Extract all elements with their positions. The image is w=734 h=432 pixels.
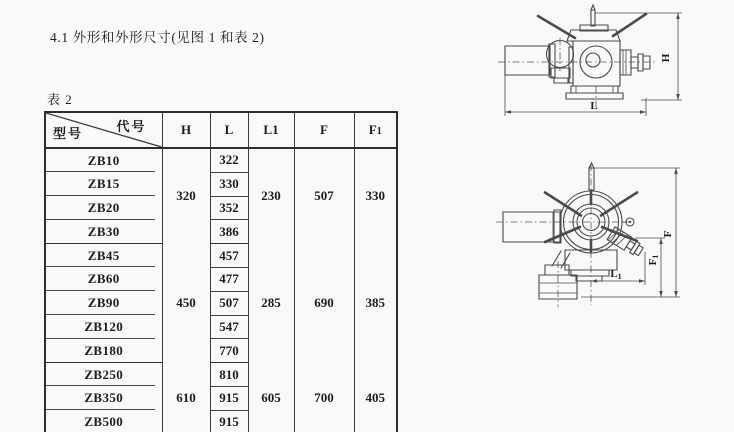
plan-view-drawing xyxy=(496,163,680,307)
table-row xyxy=(45,148,397,172)
dim-label-h: H xyxy=(660,53,672,63)
table-caption: 表 2 xyxy=(47,92,73,107)
stem xyxy=(591,5,595,26)
value-F-cell: 507 xyxy=(294,148,354,244)
value-F-cell: 690 xyxy=(294,244,354,363)
value-F1-cell: 385 xyxy=(354,244,397,363)
value-L-cell: 477 xyxy=(210,267,248,291)
model-name-cell: ZB10 xyxy=(45,148,162,172)
col-header-F: F xyxy=(294,112,354,148)
dimension-F1 xyxy=(635,238,665,297)
model-name-cell: ZB20 xyxy=(45,196,162,220)
value-L1-cell: 605 xyxy=(248,363,294,432)
dimension-L xyxy=(505,75,646,116)
lower-housing xyxy=(539,250,617,307)
value-L-cell: 547 xyxy=(210,315,248,339)
value-L-cell: 386 xyxy=(210,220,248,244)
dimension-F xyxy=(581,168,680,297)
col-header-H: H xyxy=(162,112,210,148)
figure-front-view xyxy=(483,3,718,125)
value-F1-cell: 330 xyxy=(354,148,397,244)
model-name-cell: ZB250 xyxy=(45,363,162,387)
model-name-cell: ZB15 xyxy=(45,172,162,196)
value-H-cell: 450 xyxy=(162,244,210,363)
value-L-cell: 322 xyxy=(210,148,248,172)
model-name-cell: ZB350 xyxy=(45,386,162,410)
value-L-cell: 507 xyxy=(210,291,248,315)
model-name-cell: ZB90 xyxy=(45,291,162,315)
value-F1-cell: 405 xyxy=(354,363,397,432)
col-header-F1: F1 xyxy=(354,112,397,148)
value-L-cell: 770 xyxy=(210,339,248,363)
col-header-L: L xyxy=(210,112,248,148)
col-header-L1: L1 xyxy=(248,112,294,148)
figure-plan-view xyxy=(483,160,718,310)
model-name-cell: ZB60 xyxy=(45,267,162,291)
model-name-cell: ZB30 xyxy=(45,220,162,244)
front-view-drawing xyxy=(498,5,682,116)
model-name-cell: ZB120 xyxy=(45,315,162,339)
worm-gear-unit xyxy=(607,227,645,258)
gear-housing xyxy=(567,25,620,86)
value-H-cell: 320 xyxy=(162,148,210,244)
value-H-cell: 610 xyxy=(162,363,210,432)
output-shaft xyxy=(620,50,650,75)
value-L-cell: 810 xyxy=(210,363,248,387)
corner-label-xinghao: 型号 xyxy=(53,126,84,141)
value-F-cell: 700 xyxy=(294,363,354,432)
table-row xyxy=(45,363,397,387)
value-L-cell: 457 xyxy=(210,244,248,268)
value-L-cell: 352 xyxy=(210,196,248,220)
stem-plan xyxy=(589,163,594,190)
model-name-cell: ZB45 xyxy=(45,244,162,268)
dim-label-f1: F1 xyxy=(647,254,660,266)
value-L-cell: 915 xyxy=(210,386,248,410)
dim-label-l1: L1 xyxy=(610,268,622,281)
dimensions-table xyxy=(44,111,398,432)
dimensions-table-body xyxy=(45,148,397,432)
table-header-row xyxy=(45,112,397,148)
dim-label-f: F xyxy=(662,230,674,238)
dimension-L1 xyxy=(591,252,645,285)
corner-header-cell xyxy=(45,112,162,148)
model-name-cell: ZB500 xyxy=(45,410,162,432)
corner-label-daihao: 代号 xyxy=(116,119,147,134)
dim-label-l: L xyxy=(590,100,598,112)
value-L-cell: 915 xyxy=(210,410,248,432)
value-L1-cell: 285 xyxy=(248,244,294,363)
value-L-cell: 330 xyxy=(210,172,248,196)
value-L1-cell: 230 xyxy=(248,148,294,244)
section-heading: 4.1 外形和外形尺寸(见图 1 和表 2) xyxy=(50,30,265,45)
model-name-cell: ZB180 xyxy=(45,339,162,363)
table-row xyxy=(45,244,397,268)
